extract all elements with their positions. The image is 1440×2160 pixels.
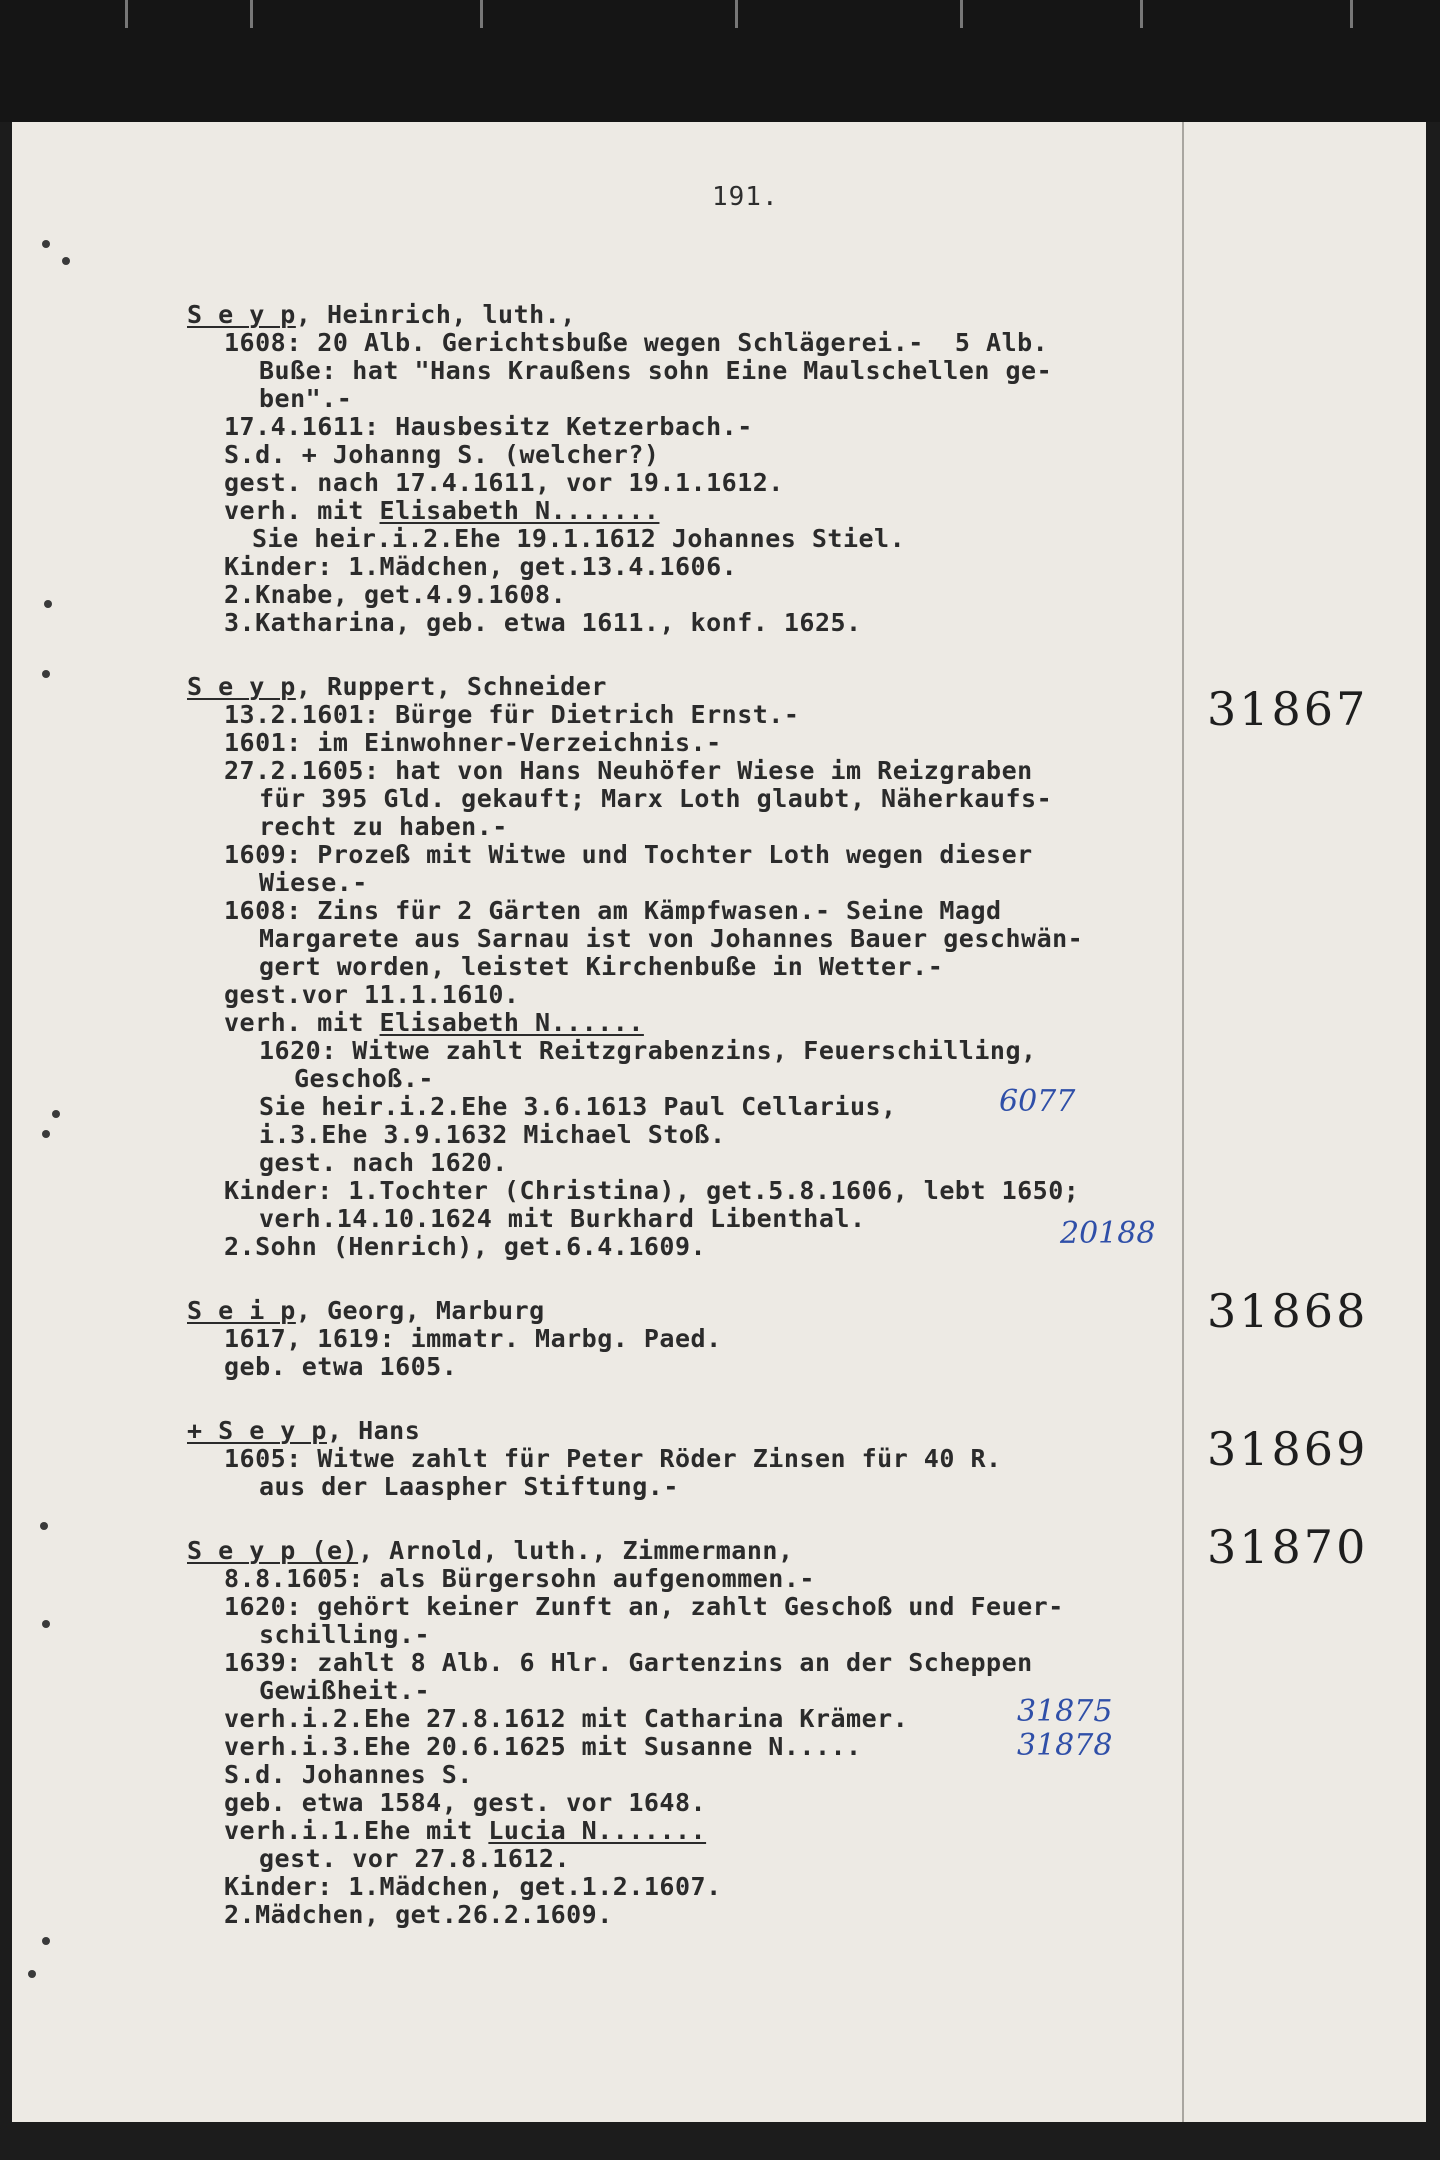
entry-line: Sie heir.i.2.Ehe 3.6.1613 Paul Cellarius, [259, 1092, 897, 1121]
entry-heading: S e i p, Georg, Marburg [187, 1296, 545, 1325]
entry-line: verh.i.1.Ehe mit Lucia N....... [224, 1816, 707, 1845]
entry-line: 1620: gehört keiner Zunft an, zahlt Geschoß und Feuer- [224, 1592, 1064, 1621]
entry-line: Gewißheit.- [259, 1676, 431, 1705]
entry-line: 1617, 1619: immatr. Marbg. Paed. [224, 1324, 722, 1353]
entry-line: 1639: zahlt 8 Alb. 6 Hlr. Gartenzins an der Scheppen [224, 1648, 1033, 1677]
entry-line: 13.2.1601: Bürge für Dietrich Ernst.- [224, 700, 800, 729]
entries [12, 122, 1182, 2122]
entry-line: aus der Laaspher Stiftung.- [259, 1472, 679, 1501]
entry-line: gest.vor 11.1.1610. [224, 980, 520, 1009]
record-number: 31870 [1207, 1520, 1369, 1574]
surname: + S e y p [187, 1416, 327, 1445]
entry-line: S.d. + Johanng S. (welcher?) [224, 440, 660, 469]
spouse-name: Elisabeth N....... [379, 496, 660, 525]
record-number: 31868 [1207, 1284, 1369, 1338]
entry-line: gest. nach 1620. [259, 1148, 508, 1177]
entry-line: S.d. Johannes S. [224, 1760, 473, 1789]
entry-line: 1605: Witwe zahlt für Peter Röder Zinsen für 40 R. [224, 1444, 1002, 1473]
entry-line: 1608: 20 Alb. Gerichtsbuße wegen Schlägerei.- 5 Alb. [224, 328, 1049, 357]
entry-line: 17.4.1611: Hausbesitz Ketzerbach.- [224, 412, 753, 441]
entry-heading: + S e y p, Hans [187, 1416, 421, 1445]
scan-tick [250, 0, 253, 28]
entry-line: verh.i.3.Ehe 20.6.1625 mit Susanne N..... [224, 1732, 862, 1761]
scan-tick [1140, 0, 1143, 28]
entry-line: 1608: Zins für 2 Gärten am Kämpfwasen.- Seine Magd [224, 896, 1002, 925]
entry-line: 1609: Prozeß mit Witwe und Tochter Loth wegen dieser [224, 840, 1033, 869]
entry-line: geb. etwa 1584, gest. vor 1648. [224, 1788, 707, 1817]
entry-line: verh. mit Elisabeth N...... [224, 1008, 644, 1037]
entry-line: geb. etwa 1605. [224, 1352, 458, 1381]
entry-line: Kinder: 1.Tochter (Christina), get.5.8.1606, lebt 1650; [224, 1176, 1080, 1205]
entry-heading: S e y p, Ruppert, Schneider [187, 672, 607, 701]
entry-line: 2.Mädchen, get.26.2.1609. [224, 1900, 613, 1929]
surname: S e y p (e) [187, 1536, 359, 1565]
margin-rule [1182, 122, 1184, 2122]
entry-line: verh. mit Elisabeth N....... [224, 496, 660, 525]
entry-line: Kinder: 1.Mädchen, get.1.2.1607. [224, 1872, 722, 1901]
entry-line: schilling.- [259, 1620, 431, 1649]
entry-line: gest. vor 27.8.1612. [259, 1844, 571, 1873]
entry-line: i.3.Ehe 3.9.1632 Michael Stoß. [259, 1120, 726, 1149]
entry-line: Kinder: 1.Mädchen, get.13.4.1606. [224, 552, 738, 581]
document-page [12, 122, 1426, 2122]
handwritten-note: 31875 [1017, 1694, 1113, 1729]
entry-line: Geschoß.- [294, 1064, 434, 1093]
entry-heading: S e y p (e), Arnold, luth., Zimmermann, [187, 1536, 794, 1565]
entry-line: Margarete aus Sarnau ist von Johannes Bauer geschwän- [259, 924, 1084, 953]
scan-tick [1350, 0, 1353, 28]
entry-line: Wiese.- [259, 868, 368, 897]
entry-line: 2.Knabe, get.4.9.1608. [224, 580, 567, 609]
entry-heading: S e y p, Heinrich, luth., [187, 300, 576, 329]
handwritten-note: 20188 [1060, 1216, 1156, 1251]
entry-line: 1601: im Einwohner-Verzeichnis.- [224, 728, 722, 757]
handwritten-note: 6077 [999, 1084, 1076, 1119]
entry-line: ben".- [259, 384, 353, 413]
entry-line: verh.14.10.1624 mit Burkhard Libenthal. [259, 1204, 866, 1233]
entry-line: gest. nach 17.4.1611, vor 19.1.1612. [224, 468, 784, 497]
surname: S e y p [187, 300, 296, 329]
entry-line: gert worden, leistet Kirchenbuße in Wetter.- [259, 952, 944, 981]
entry-line: 2.Sohn (Henrich), get.6.4.1609. [224, 1232, 707, 1261]
scan-tick [735, 0, 738, 28]
entry-line: Buße: hat "Hans Kraußens sohn Eine Maulschellen ge- [259, 356, 1053, 385]
scan-tick [960, 0, 963, 28]
entry-line: 1620: Witwe zahlt Reitzgrabenzins, Feuerschilling, [259, 1036, 1037, 1065]
surname: S e y p [187, 672, 296, 701]
record-number: 31867 [1207, 682, 1369, 736]
spouse-name: Lucia N....... [488, 1816, 707, 1845]
record-number: 31869 [1207, 1422, 1369, 1476]
entry-line: recht zu haben.- [259, 812, 508, 841]
entry-line: 27.2.1605: hat von Hans Neuhöfer Wiese im Reizgraben [224, 756, 1033, 785]
handwritten-note: 31878 [1017, 1728, 1113, 1763]
spouse-name: Elisabeth N...... [379, 1008, 644, 1037]
entry-line: verh.i.2.Ehe 27.8.1612 mit Catharina Krämer. [224, 1704, 909, 1733]
entry-line: für 395 Gld. gekauft; Marx Loth glaubt, Näherkaufs- [259, 784, 1053, 813]
scan-tick [480, 0, 483, 28]
entry-line: 8.8.1605: als Bürgersohn aufgenommen.- [224, 1564, 815, 1593]
scan-tick [125, 0, 128, 28]
entry-line: 3.Katharina, geb. etwa 1611., konf. 1625. [224, 608, 862, 637]
entry-line: Sie heir.i.2.Ehe 19.1.1612 Johannes Stiel. [252, 524, 906, 553]
page-number: 191. [712, 182, 779, 212]
surname: S e i p [187, 1296, 296, 1325]
scan-background-top [0, 0, 1440, 122]
